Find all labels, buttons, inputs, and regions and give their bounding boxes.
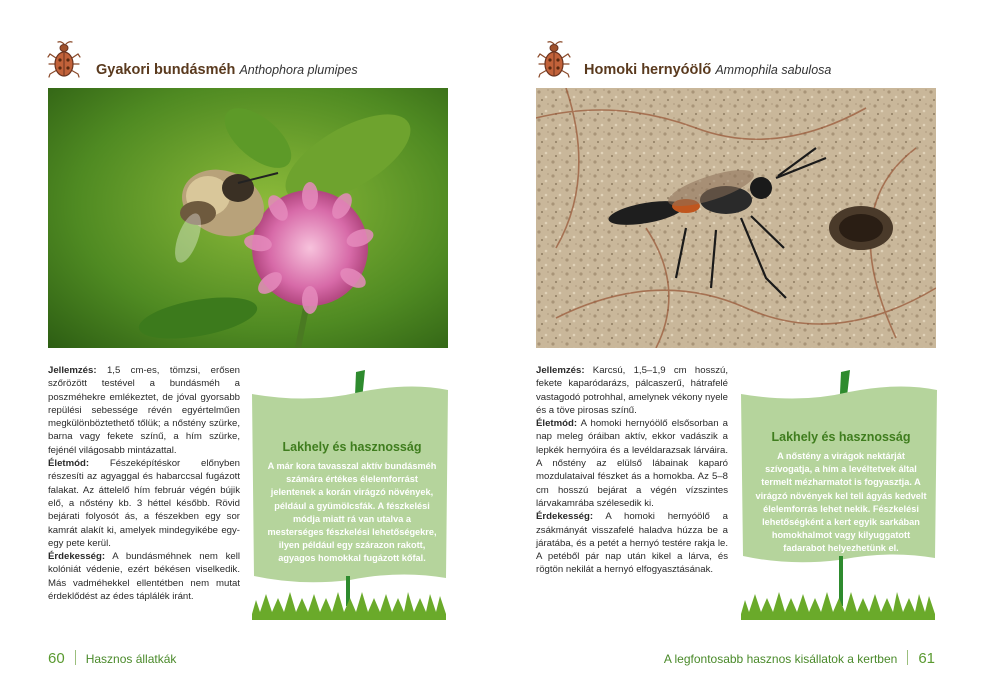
beetle-icon xyxy=(536,40,572,80)
paragraph-text: Karcsú, 1,5–1,9 cm hosszú, fekete kaparódarázs, pálcaszerű, hátrafelé vastagodó potrohhal, amelynek vékony nyele és a töve pirosas színű. xyxy=(536,365,728,416)
species-name: Homoki hernyóölő xyxy=(584,62,712,78)
bee-photo xyxy=(48,88,448,348)
paragraph-label: Életmód: xyxy=(48,458,90,470)
habitat-sign xyxy=(250,368,450,624)
description-paragraph xyxy=(536,417,728,510)
paragraph-label: Jellemzés: xyxy=(48,365,97,376)
paragraph-text: Fészeképítéskor előnyben részesíti az agyaggal és habarccsal fugázott falakat. Az áttelelő hím február végén bújik elő, a nőstény kb. 3 héttel később. Rövid bejárati folyosót ás, a fészekben egy sor kamrát alakít ki, amelyek mindegyikébe egy-egy pete kerül. xyxy=(48,458,240,549)
habitat-sign xyxy=(739,368,939,624)
paragraph-text: A bundásméhnek nem kell kolóniát védenie, ezért békésen viselkedik. Más vadméhekkel ellentétben nem mutat érdeklődést az édes táplálék iránt. xyxy=(48,551,240,603)
species-name: Gyakori bundásméh xyxy=(96,62,236,78)
footer-divider xyxy=(907,650,908,665)
paragraph-text: 1,5 cm-es, tömzsi, erősen szőrözött testével a bundásméh a poszméhekre emlékeztet, de jóval gyorsabb repülési sebessége révén egyértelműen megkülönböztethető tőlük; a nőstény szürke, barna vagy fekete színű, a hím szürke, fejénél világosabb mintázattal. xyxy=(48,365,240,456)
wasp-photo xyxy=(536,88,936,348)
species-title xyxy=(96,62,358,78)
left-page xyxy=(0,0,491,700)
species-title xyxy=(584,62,831,78)
beetle-icon xyxy=(46,40,82,80)
page-number: 60 xyxy=(48,650,65,667)
footer-section-title: Hasznos állatkák xyxy=(85,652,177,666)
description-paragraph xyxy=(536,510,728,576)
description-paragraph xyxy=(48,550,240,603)
species-description xyxy=(48,364,240,603)
page-number: 61 xyxy=(918,650,935,667)
paragraph-label: Jellemzés: xyxy=(536,365,585,376)
species-description xyxy=(536,364,728,577)
sign-body: A már kora tavasszal aktív bundásméh számára értékes élelemforrást jelentenek a korán virágzó növények, például a gyümölcsfák. A fészkelési módja miatt rá van utalva a mesterséges fészkelési lehetőségekre, ilyen például egy szárazon rakott, agyagos homokkal fugázott kőfal. xyxy=(267,461,437,564)
sign-title: Lakhely és hasznosság xyxy=(282,440,422,454)
sign-content xyxy=(264,440,440,566)
page-footer xyxy=(664,650,935,667)
footer-divider xyxy=(75,650,76,665)
page-footer xyxy=(48,650,176,667)
sign-body: A nőstény a virágok nektárját szívogatja, a hím a levéltetvek által termelt mézharmatot is fogyasztja. A virágzó növények kel teli ágyás kedvelt élelemforrás lehet nekik. Fészkelési lehetőségként a kert egyik sarkában homokhalmot vagy kilyuggatott fadarabot helyezhetünk el. xyxy=(755,451,927,554)
paragraph-text: A homoki hernyóölő elsősorban a nap meleg óráiban aktív, ekkor vadászik a lepkék hernyóira és a levéldarazsak lárváira. A nőstény az elülső lábainak kaparó mozdulataival fészket ás a homokba. Az 5–8 cm hosszú bejárat a végén vízszintes lárvakamrába szélesedik ki. xyxy=(536,418,728,509)
description-paragraph xyxy=(536,364,728,417)
paragraph-label: Életmód: xyxy=(536,418,578,430)
description-paragraph xyxy=(48,364,240,457)
grass-icon xyxy=(741,592,935,620)
sign-title: Lakhely és hasznosság xyxy=(771,430,911,444)
species-latin-name: Ammophila sabulosa xyxy=(715,63,832,77)
description-paragraph xyxy=(48,457,240,550)
sign-content xyxy=(753,430,929,556)
right-page xyxy=(491,0,983,700)
paragraph-text: A homoki hernyóölő a zsákmányát visszafelé haladva húzza be a járatába, és a petét a hernyó testére rakja le. A petéből pár nap után kikel a lárva, és rögtön nekilát a hernyó elfogyasztásának. xyxy=(536,511,728,576)
footer-section-title: A legfontosabb hasznos kisállatok a kertben xyxy=(663,652,898,666)
paragraph-label: Érdekesség: xyxy=(48,551,106,563)
paragraph-label: Érdekesség: xyxy=(536,511,594,523)
species-latin-name: Anthophora plumipes xyxy=(239,63,358,77)
